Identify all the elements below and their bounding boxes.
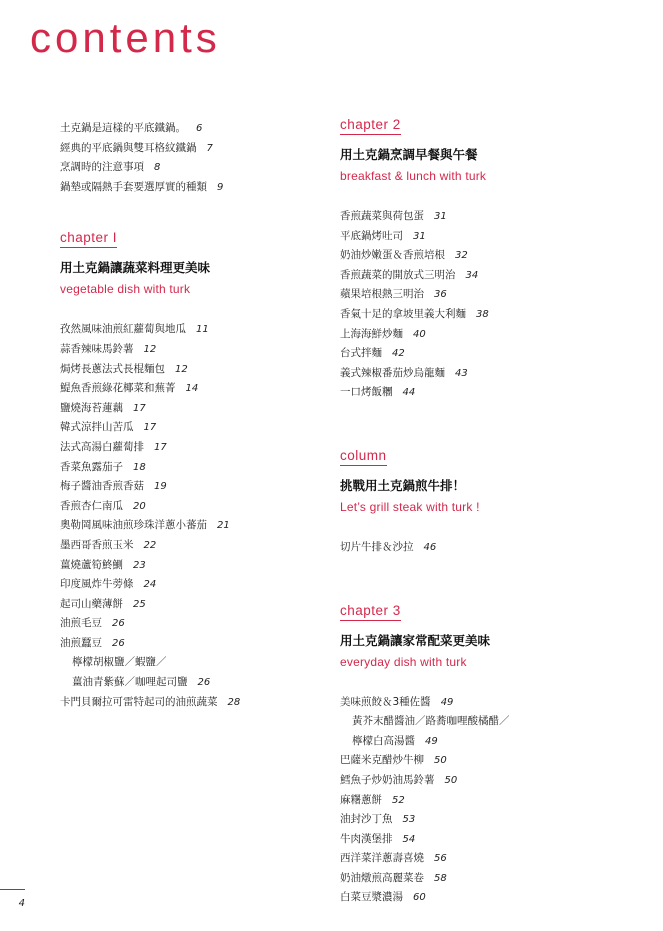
toc-entry-page: 42 bbox=[392, 348, 405, 360]
toc-entry bbox=[60, 360, 330, 380]
intro-list bbox=[60, 119, 330, 197]
toc-entry bbox=[60, 399, 330, 419]
chapter2-section bbox=[340, 114, 630, 403]
toc-entry bbox=[340, 849, 630, 869]
chapter3-label: chapter 3 bbox=[340, 603, 401, 621]
toc-entry bbox=[340, 305, 630, 325]
toc-entry bbox=[60, 340, 330, 360]
toc-entry-text: 奧勒岡風味油煎珍珠洋蔥小蕃茄 bbox=[60, 519, 207, 532]
toc-entry-text: 蘋果培根熱三明治 bbox=[340, 288, 424, 301]
toc-entry-text: 法式高湯白蘿蔔排 bbox=[60, 440, 144, 453]
toc-entry bbox=[60, 536, 330, 556]
toc-entry-page: 60 bbox=[413, 892, 426, 904]
chapter3-title: 用土克鍋讓家常配菜更美味 bbox=[340, 632, 491, 648]
toc-entry-text: 薑油青紫蘇／咖哩起司鹽 bbox=[72, 676, 188, 689]
toc-entry-page: 11 bbox=[196, 324, 209, 336]
toc-entry-text: 義式辣椒番茄炒烏龍麵 bbox=[340, 366, 445, 379]
toc-entry bbox=[60, 673, 330, 693]
toc-entry bbox=[340, 364, 630, 384]
toc-entry-page: 14 bbox=[185, 383, 199, 395]
toc-entry-page: 50 bbox=[434, 755, 447, 767]
toc-entry-text: 焗烤長蔥法式長棍麵包 bbox=[60, 362, 165, 375]
toc-entry-page: 25 bbox=[133, 598, 146, 610]
toc-entry bbox=[340, 791, 630, 811]
toc-entry-page: 32 bbox=[455, 250, 468, 262]
toc-entry bbox=[340, 810, 630, 830]
page-title: contents bbox=[30, 14, 221, 61]
toc-entry-text: 檸檬白高湯醬 bbox=[352, 734, 415, 747]
toc-entry bbox=[60, 418, 330, 438]
toc-entry-text: 烹調時的注意事項 bbox=[60, 161, 144, 174]
toc-entry bbox=[60, 178, 330, 198]
toc-entry-page: 40 bbox=[413, 328, 426, 340]
toc-entry-page: 49 bbox=[440, 696, 454, 708]
toc-entry-page: 44 bbox=[402, 387, 416, 399]
toc-entry-text: 白菜豆漿濃湯 bbox=[340, 891, 403, 904]
toc-entry-text: 香煎杏仁南瓜 bbox=[60, 499, 123, 512]
toc-entry-text: 孜然風味油煎紅蘿蔔與地瓜 bbox=[60, 323, 186, 336]
toc-entry-page: 56 bbox=[434, 853, 447, 865]
toc-entry bbox=[340, 751, 630, 771]
toc-entry-text: 巴薩米克醋炒牛柳 bbox=[340, 754, 424, 767]
toc-entry bbox=[340, 246, 630, 266]
column-section bbox=[340, 445, 630, 558]
chapter1-section bbox=[60, 227, 330, 712]
chapter2-label: chapter 2 bbox=[340, 117, 401, 135]
toc-entry bbox=[60, 556, 330, 576]
toc-entry bbox=[340, 869, 630, 889]
toc-entry-page: 49 bbox=[425, 735, 438, 747]
toc-entry bbox=[60, 139, 330, 159]
toc-entry bbox=[60, 119, 330, 139]
toc-entry-page: 34 bbox=[465, 269, 479, 281]
toc-entry bbox=[340, 207, 630, 227]
toc-entry-text: 台式拌麵 bbox=[340, 347, 382, 360]
toc-entry-text: 經典的平底鍋與雙耳格紋鐵鍋 bbox=[60, 141, 197, 154]
toc-entry-text: 奶油燉煎高麗菜卷 bbox=[340, 871, 424, 884]
toc-entry-page: 46 bbox=[423, 541, 437, 553]
chapter1-subtitle: vegetable dish with turk bbox=[60, 282, 191, 297]
toc-entry bbox=[60, 575, 330, 595]
toc-entry-text: 蒜香辣味馬鈴薯 bbox=[60, 342, 134, 355]
page-number: 4 bbox=[0, 889, 25, 909]
toc-entry bbox=[340, 285, 630, 305]
toc-entry bbox=[340, 888, 630, 908]
toc-entry-page: 6 bbox=[196, 123, 203, 134]
toc-entry-text: 香菜魚露茄子 bbox=[60, 460, 123, 473]
toc-entry-text: 油封沙丁魚 bbox=[340, 813, 393, 826]
toc-entry-page: 54 bbox=[402, 833, 416, 845]
chapter1-label: chapter I bbox=[60, 230, 117, 248]
toc-entry bbox=[340, 344, 630, 364]
column-title: 挑戰用土克鍋煎牛排！ bbox=[340, 477, 466, 493]
toc-entry-page: 26 bbox=[112, 618, 125, 630]
chapter2-list bbox=[340, 207, 630, 403]
toc-entry-page: 38 bbox=[476, 308, 489, 320]
chapter1-list bbox=[60, 320, 330, 712]
toc-entry-text: 香煎蔬菜與荷包蛋 bbox=[340, 210, 424, 222]
toc-entry bbox=[60, 438, 330, 458]
toc-entry-text: 油煎蠶豆 bbox=[60, 636, 102, 649]
toc-entry-text: 檸檬胡椒鹽／蝦鹽／ bbox=[72, 656, 167, 669]
toc-entry bbox=[60, 634, 330, 654]
toc-entry-page: 19 bbox=[154, 481, 167, 493]
toc-entry bbox=[60, 458, 330, 478]
toc-entry bbox=[60, 158, 330, 178]
column-list bbox=[340, 538, 630, 558]
toc-entry-text: 一口烤飯糰 bbox=[340, 386, 393, 399]
toc-entry-text: 麻糬蔥餅 bbox=[340, 793, 382, 806]
toc-entry bbox=[340, 712, 630, 732]
toc-entry-text: 美味煎餃＆3種佐醬 bbox=[340, 695, 431, 708]
chapter3-list bbox=[340, 693, 630, 909]
toc-entry-page: 43 bbox=[455, 367, 468, 379]
column-label: column bbox=[340, 448, 387, 466]
toc-entry bbox=[60, 320, 330, 340]
chapter1-title: 用土克鍋讓蔬菜料理更美味 bbox=[60, 260, 211, 276]
toc-entry-page: 23 bbox=[133, 559, 146, 571]
toc-entry-text: 油煎毛豆 bbox=[60, 617, 102, 630]
toc-entry bbox=[60, 516, 330, 536]
toc-entry bbox=[340, 771, 630, 791]
toc-entry-text: 上海海鮮炒麵 bbox=[340, 327, 403, 340]
toc-entry bbox=[340, 227, 630, 247]
toc-entry-text: 梅子醬油香煎香菇 bbox=[60, 480, 144, 493]
toc-entry-page: 52 bbox=[392, 794, 405, 806]
toc-entry-page: 9 bbox=[217, 181, 224, 193]
toc-entry-page: 26 bbox=[197, 677, 211, 689]
toc-entry-text: 牛肉漢堡排 bbox=[340, 832, 393, 845]
toc-entry-text: 卡門貝爾拉可雷特起司的油煎蔬菜 bbox=[60, 695, 218, 708]
toc-entry bbox=[60, 477, 330, 497]
toc-entry bbox=[340, 732, 630, 752]
chapter3-section bbox=[340, 600, 630, 909]
toc-entry-page: 28 bbox=[227, 696, 241, 708]
toc-entry-page: 31 bbox=[413, 230, 426, 242]
toc-entry bbox=[340, 693, 630, 713]
toc-entry-page: 26 bbox=[112, 637, 125, 649]
toc-entry-text: 西洋菜洋蔥壽喜燒 bbox=[340, 852, 424, 865]
toc-entry bbox=[60, 614, 330, 634]
toc-entry-page: 58 bbox=[434, 872, 447, 884]
toc-entry-page: 20 bbox=[133, 500, 146, 512]
toc-entry-page: 24 bbox=[143, 579, 157, 591]
toc-entry-page: 36 bbox=[434, 289, 447, 301]
toc-entry bbox=[340, 538, 630, 558]
toc-entry-page: 17 bbox=[143, 422, 157, 434]
toc-entry bbox=[60, 595, 330, 615]
toc-entry-page: 7 bbox=[206, 142, 213, 154]
toc-entry-page: 18 bbox=[133, 461, 146, 473]
toc-entry-page: 21 bbox=[217, 520, 230, 532]
toc-entry-text: 墨西哥香煎玉米 bbox=[60, 538, 134, 551]
toc-entry bbox=[60, 693, 330, 713]
chapter2-title: 用土克鍋烹調早餐與午餐 bbox=[340, 147, 478, 162]
toc-entry-page: 22 bbox=[143, 539, 157, 551]
toc-entry-text: 切片牛排＆沙拉 bbox=[340, 540, 414, 553]
toc-entry-text: 起司山藥薄餅 bbox=[60, 597, 123, 610]
chapter3-subtitle: everyday dish with turk bbox=[340, 654, 467, 669]
toc-entry-text: 薑燒蘆筍鮗鰂 bbox=[60, 558, 123, 571]
toc-entry-text: 奶油炒嫩蛋＆香煎培根 bbox=[340, 249, 445, 262]
toc-entry-text: 鹽燒海苔蓮藕 bbox=[60, 401, 123, 414]
toc-entry-text: 鍋墊或隔熱手套要選厚實的種類 bbox=[60, 180, 207, 193]
toc-entry-page: 17 bbox=[133, 402, 146, 414]
toc-entry bbox=[60, 497, 330, 517]
toc-entry-text: 印度風炸牛蒡條 bbox=[60, 578, 134, 591]
toc-entry-page: 50 bbox=[444, 774, 458, 786]
toc-entry-text: 鱈魚子炒奶油馬鈴薯 bbox=[340, 773, 435, 786]
toc-entry-page: 17 bbox=[154, 441, 167, 453]
right-column bbox=[340, 114, 630, 908]
toc-entry-page: 12 bbox=[143, 343, 157, 355]
chapter2-subtitle: breakfast & lunch with turk bbox=[340, 169, 487, 183]
toc-entry bbox=[340, 266, 630, 286]
toc-entry-page: 12 bbox=[175, 363, 188, 375]
toc-entry bbox=[60, 379, 330, 399]
toc-entry bbox=[340, 383, 630, 403]
toc-entry-text: 平底鍋烤吐司 bbox=[340, 229, 403, 242]
toc-entry-text: 鯷魚香煎綠花椰菜和蕪菁 bbox=[60, 382, 176, 395]
toc-entry-text: 香氣十足的拿坡里義大利麵 bbox=[340, 307, 466, 320]
toc-entry bbox=[340, 830, 630, 850]
left-column bbox=[60, 119, 330, 712]
toc-entry-page: 8 bbox=[154, 162, 161, 174]
toc-entry-text: 黃芥末醋醬油／路蕎咖哩酸橘醋／ bbox=[352, 715, 510, 728]
toc-entry bbox=[60, 653, 330, 673]
toc-entry bbox=[340, 325, 630, 345]
toc-entry-page: 31 bbox=[434, 211, 447, 222]
toc-entry-text: 香煎蔬菜的開放式三明治 bbox=[340, 268, 456, 281]
toc-entry-page: 53 bbox=[402, 814, 416, 826]
toc-entry-text: 韓式涼拌山苦瓜 bbox=[60, 421, 134, 434]
toc-entry-text: 土克鍋是這樣的平底鐵鍋。 bbox=[60, 122, 186, 134]
column-subtitle: Let’s grill steak with turk ! bbox=[340, 499, 480, 514]
